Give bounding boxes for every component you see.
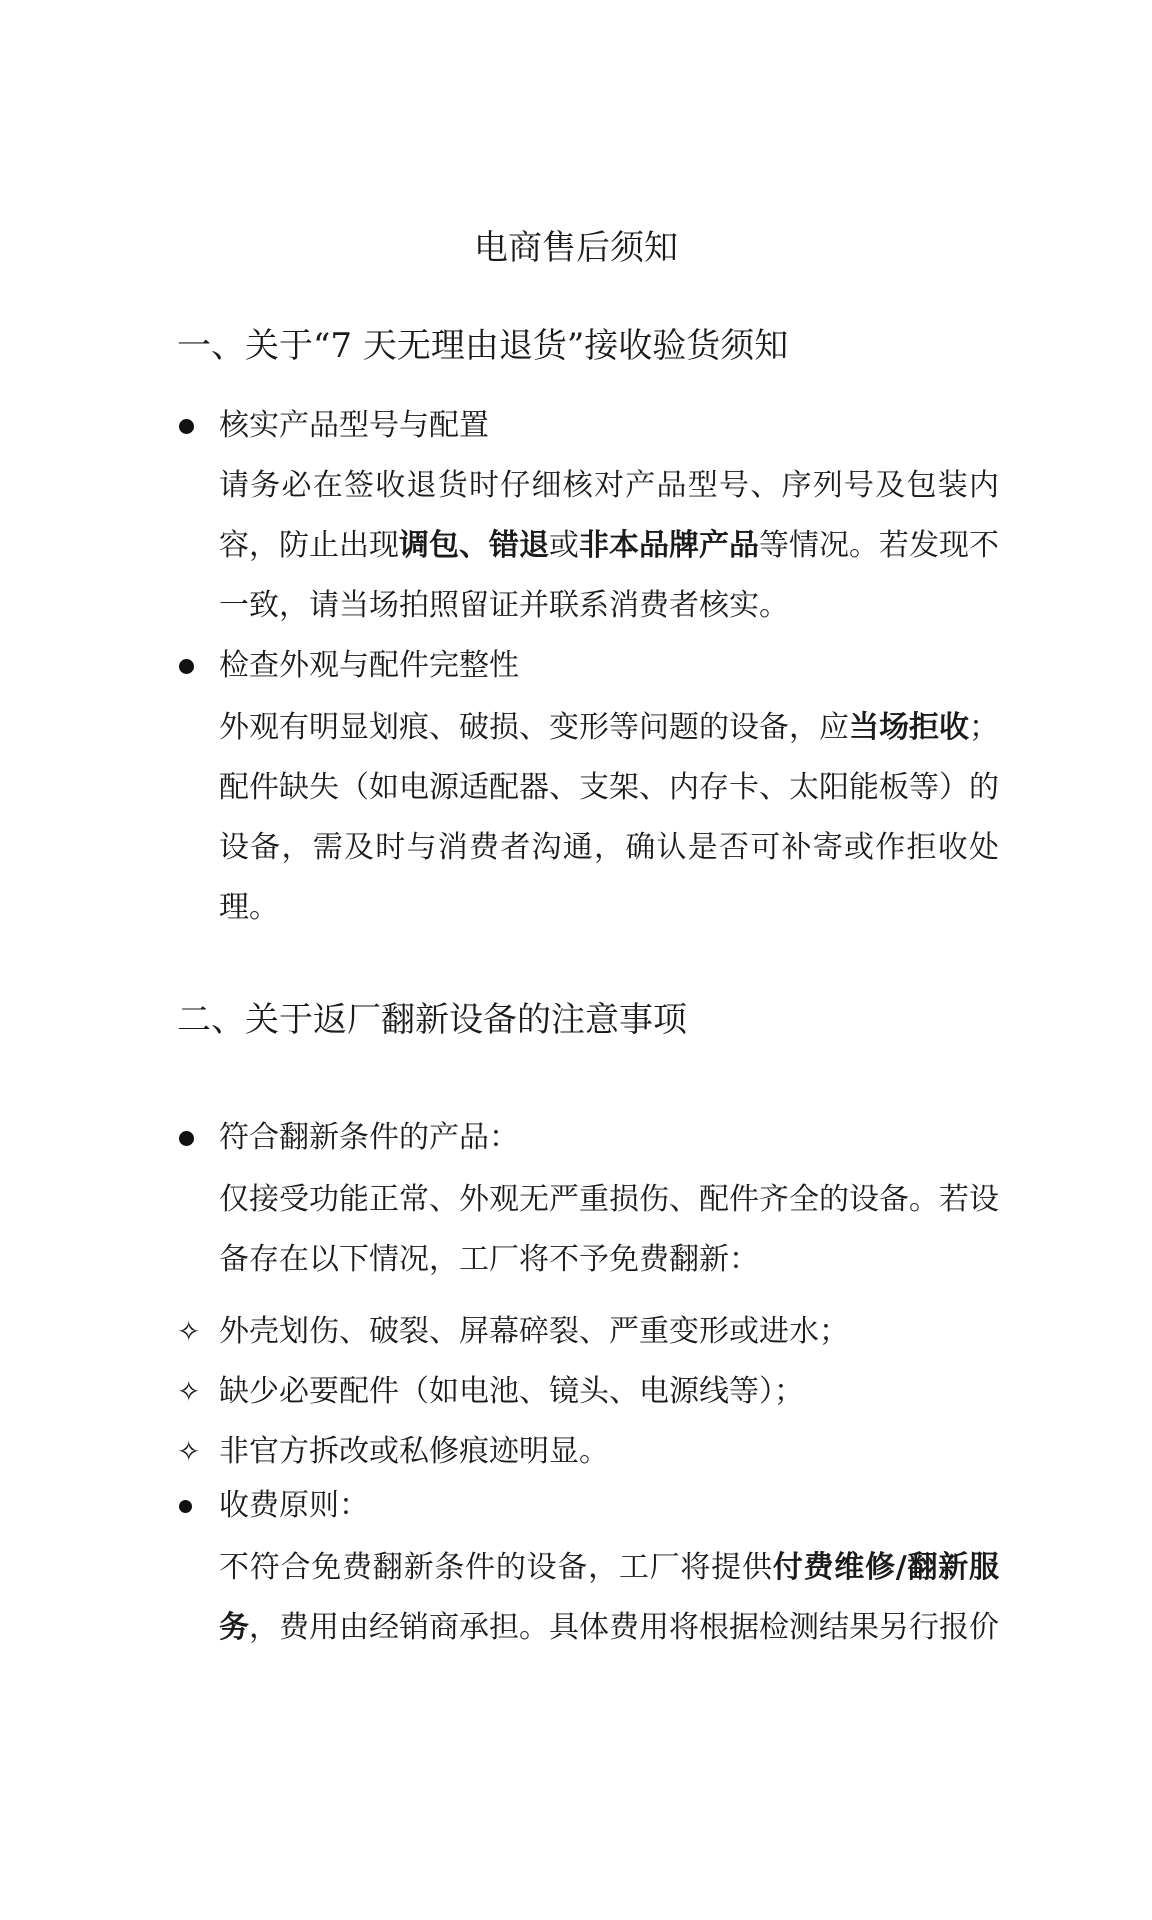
sparkle-icon: ✧	[177, 1375, 201, 1408]
paragraph-check-appearance: 外观有明显划痕、破损、变形等问题的设备，应当场拒收；配件缺失（如电源适配器、支架、内存卡、太阳能板等）的设备，需及时与消费者沟通，确认是否可补寄或作拒收处理。	[219, 710, 999, 925]
bullet-label: 收费原则：	[219, 1488, 369, 1523]
emphasis-non-brand: 非本品牌产品	[579, 528, 759, 563]
condition-text: 缺少必要配件（如电池、镜头、电源线等）；	[219, 1374, 804, 1409]
bullet-dot-icon	[179, 659, 194, 674]
bullet-dot-icon	[179, 1131, 194, 1146]
bullet-label: 符合翻新条件的产品：	[219, 1120, 519, 1155]
condition-text: 外壳划伤、破裂、屏幕碎裂、严重变形或进水；	[219, 1314, 849, 1349]
emphasis-swap-return: 调包、错退	[399, 528, 549, 563]
bullet-label: 核实产品型号与配置	[219, 408, 489, 443]
paragraph-fee-principle: 不符合免费翻新条件的设备，工厂将提供付费维修/翻新服务，费用由经销商承担。具体费用将根据检测结果另行报价	[219, 1550, 999, 1645]
sparkle-icon: ✧	[177, 1435, 201, 1468]
condition-text: 非官方拆改或私修痕迹明显。	[219, 1434, 609, 1469]
paragraph-verify-model: 请务必在签收退货时仔细核对产品型号、序列号及包装内容，防止出现调包、错退或非本品牌产品等情况。若发现不一致，请当场拍照留证并联系消费者核实。	[219, 468, 999, 623]
document-title: 电商售后须知	[474, 228, 678, 268]
bullet-dot-icon	[179, 419, 194, 434]
sparkle-icon: ✧	[177, 1315, 201, 1348]
paragraph-refurb-eligible: 仅接受功能正常、外观无严重损伤、配件齐全的设备。若设备存在以下情况，工厂将不予免费翻新：	[219, 1182, 999, 1277]
emphasis-reject-on-spot: 当场拒收	[849, 710, 969, 745]
section-heading-1: 一、关于“7 天无理由退货”接收验货须知	[177, 326, 789, 366]
bullet-dot-icon	[179, 1500, 192, 1513]
emphasis-paid-service: 付费维修/翻新服务	[219, 1550, 999, 1645]
bullet-label: 检查外观与配件完整性	[219, 648, 519, 683]
section-heading-2: 二、关于返厂翻新设备的注意事项	[177, 1000, 687, 1040]
